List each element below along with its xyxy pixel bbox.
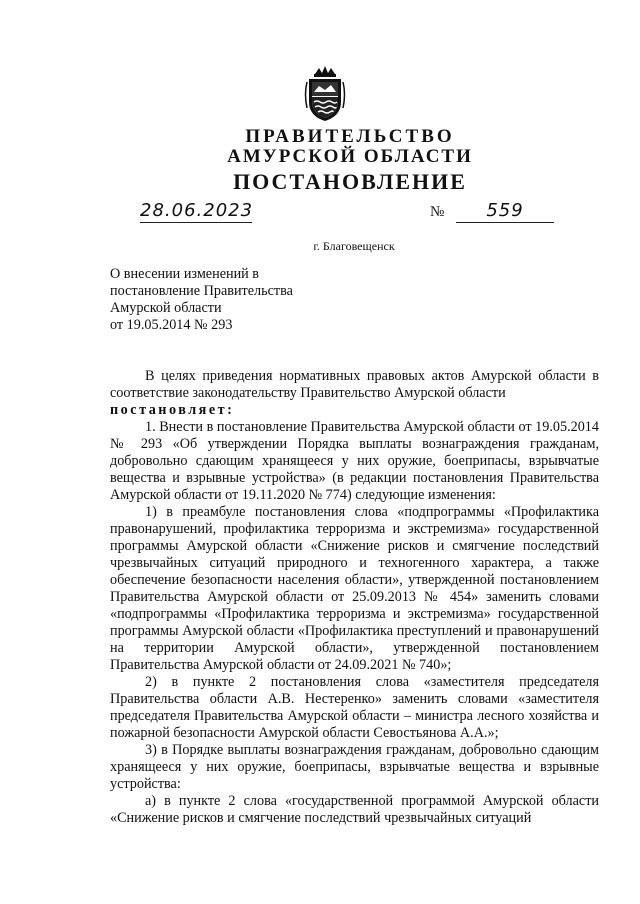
subject-line: Амурской области	[110, 300, 222, 316]
paragraph-1: 1. Внести в постановление Правительства Амурской области от 19.05.2014 № 293 «Об утверждении Порядка выплаты вознаграждения гражданам, добровольно сдающим хранящееся у них оружие, боеприпасы, взрывчатые вещества и взрывные устройства» (в редакции постановления Правительства Амурской области от 19.11.2020 № 774) следующие изменения:	[110, 419, 599, 503]
paragraph-1-3-a: а) в пункте 2 слова «государственной программой Амурской области «Снижение рисков и смягчение последствий чрезвычайных ситуаций	[110, 793, 599, 826]
region-title: АМУРСКОЙ ОБЛАСТИ	[227, 146, 473, 167]
paragraph-1-2: 2) в пункте 2 постановления слова «заместителя председателя Правительства области А.В. Нестеренко» заменить словами «заместителя председателя Правительства Амурской области – министра лесного хозяйства и пожарной безопасности Амурской области Севостьянова А.А.»;	[110, 674, 599, 741]
paragraph-1-3: 3) в Порядке выплаты вознаграждения гражданам, добровольно сдающим хранящееся у них оружие, боеприпасы, взрывчатые вещества и взрывные устройства:	[110, 742, 599, 792]
paragraph-1-1: 1) в преамбуле постановления слова «подпрограммы «Профилактика правонарушений, профилактика терроризма и экстремизма» государственной программы Амурской области «Снижение рисков и смягчение последствий чрезвычайных ситуаций природного и техногенного характера, а также обеспечение безопасности населения области», утвержденной постановлением Правительства Амурской области от 25.09.2013 № 454» заменить словами «подпрограммы «Профилактика терроризма и экстремизма» государственной программы Амурской области «Профилактика преступлений и правонарушений на территории Амурской области», утвержденной постановлением Правительства Амурской области от 24.09.2021 № 740»;	[110, 504, 599, 673]
decree-word: постановляет:	[110, 402, 235, 418]
government-title: ПРАВИТЕЛЬСТВО	[245, 126, 455, 147]
document-type: ПОСТАНОВЛЕНИЕ	[233, 169, 467, 194]
document-subject	[110, 266, 370, 334]
subject-line: от 19.05.2014 № 293	[110, 317, 233, 333]
coat-of-arms-icon	[301, 64, 349, 124]
number-label: №	[430, 204, 445, 220]
document-body	[110, 368, 599, 827]
city-name: г. Благовещенск	[313, 239, 395, 253]
subject-line: О внесении изменений в	[110, 266, 260, 282]
document-date: 28.06.2023	[140, 200, 254, 221]
preamble-paragraph: В целях приведения нормативных правовых актов Амурской области в соответствие законодательству Правительство Амурской области	[110, 368, 599, 401]
document-number: 559	[456, 200, 554, 223]
subject-line: постановление Правительства	[110, 283, 293, 299]
